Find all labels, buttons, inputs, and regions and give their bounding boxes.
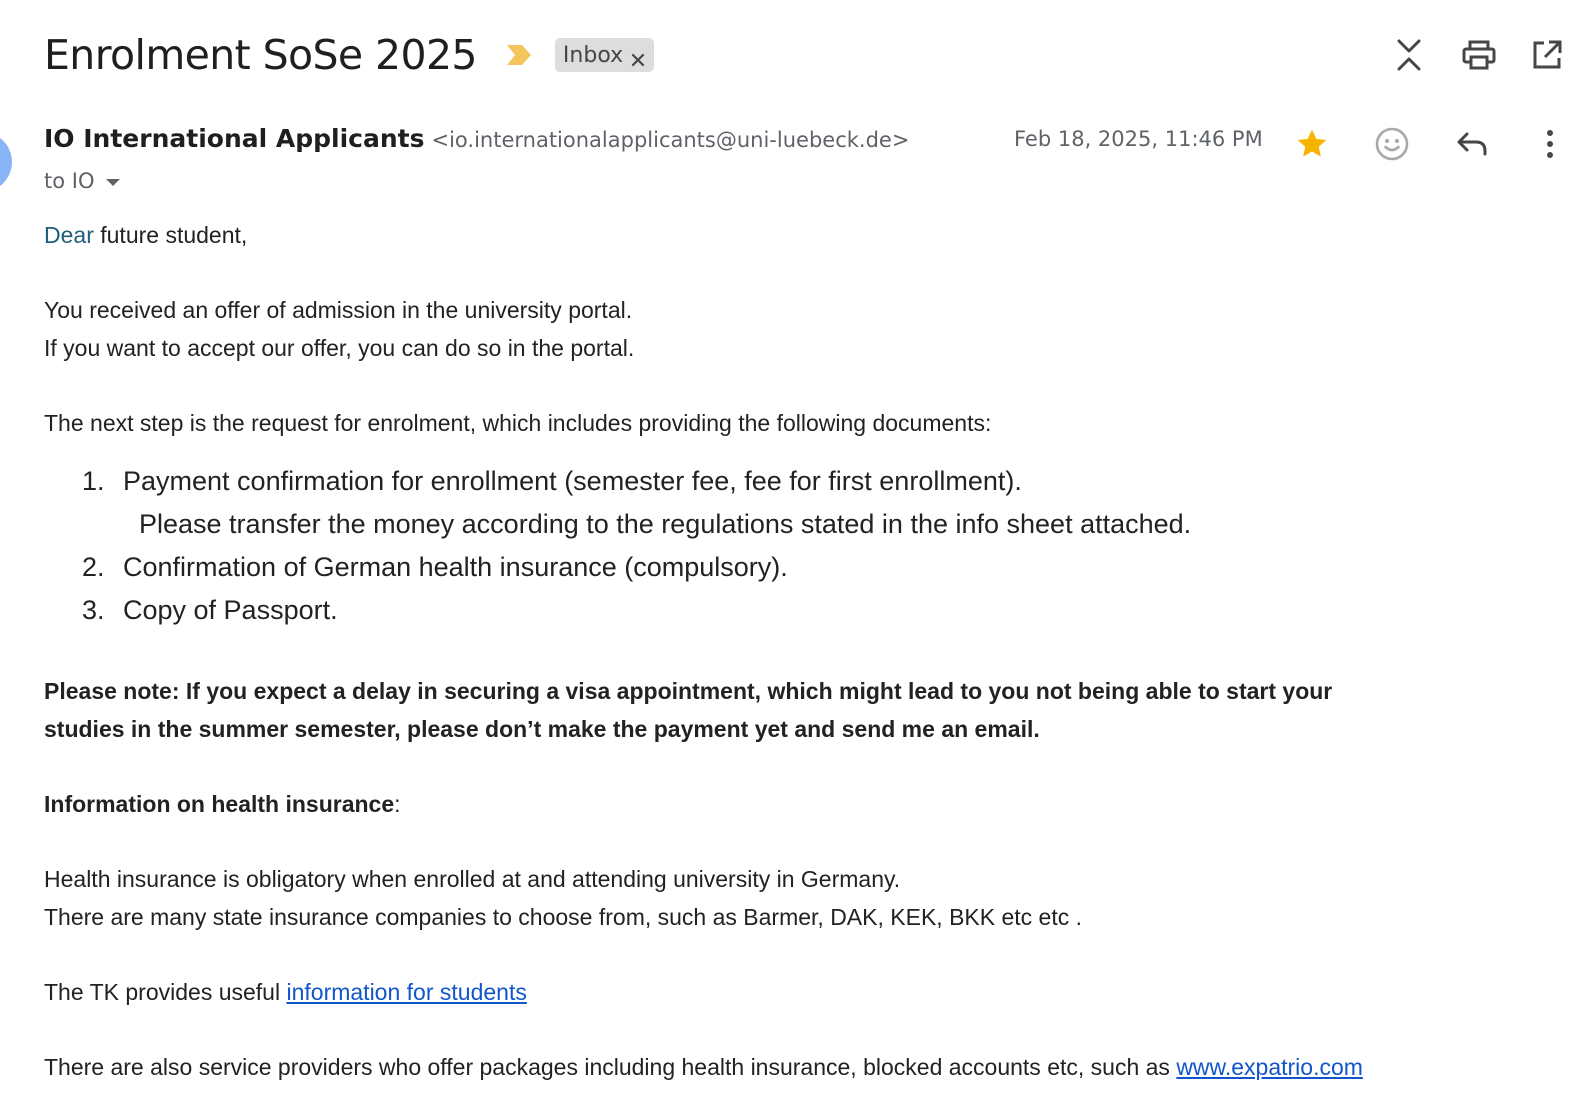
collapse-icon	[1395, 37, 1423, 73]
subject-row	[44, 28, 654, 82]
list-item-text: Copy of Passport.	[123, 595, 338, 625]
sender-row	[44, 124, 909, 160]
document-list	[44, 460, 1586, 632]
note-line1: Please note: If you expect a delay in securing a visa appointment, which might lead to you not being able to start your	[44, 678, 1333, 704]
health-heading-row	[44, 785, 1586, 823]
label-chip-inbox	[555, 38, 654, 72]
tk-text: The TK provides useful	[44, 979, 287, 1005]
recipients-text: to IO	[44, 169, 95, 193]
emoji-icon	[1374, 126, 1410, 162]
star-button[interactable]	[1292, 124, 1332, 164]
health-heading: Information on health insurance	[44, 791, 395, 817]
list-item-number: 3.	[82, 595, 105, 625]
providers-paragraph	[44, 1048, 1586, 1086]
close-icon[interactable]	[631, 48, 645, 62]
label-chip-text: Inbox	[562, 42, 624, 68]
importance-marker-icon[interactable]	[505, 43, 533, 67]
list-item-subtext: Please transfer the money according to the regulations stated in the info sheet attached.	[139, 509, 1192, 539]
health-heading-colon: :	[394, 791, 401, 817]
list-item-number: 1.	[82, 466, 105, 496]
list-item-number: 2.	[82, 552, 105, 582]
list-item-text: Confirmation of German health insurance (compulsory).	[123, 552, 788, 582]
recipients-row	[44, 166, 122, 196]
print-icon	[1462, 40, 1496, 70]
note-line2: studies in the summer semester, please don’t make the payment yet and send me an email.	[44, 716, 1040, 742]
list-item-text: Payment confirmation for enrollment (semester fee, fee for first enrollment).	[123, 466, 1022, 496]
add-reaction-button[interactable]	[1372, 124, 1412, 164]
sender-name[interactable]: IO International Applicants	[44, 124, 425, 153]
email-date: Feb 18, 2025, 11:46 PM	[1014, 127, 1263, 151]
avatar	[0, 132, 12, 192]
email-subject: Enrolment SoSe 2025	[44, 31, 477, 79]
open-in-new-icon	[1530, 38, 1564, 72]
list-item	[44, 460, 1586, 546]
health-line2: There are many state insurance companies to choose from, such as Barmer, DAK, KEK, BKK etc etc .	[44, 904, 1083, 930]
chevron-down-icon[interactable]	[104, 172, 122, 190]
list-item	[44, 546, 1586, 589]
tk-paragraph	[44, 973, 1586, 1011]
sender-email: <io.internationalapplicants@uni-luebeck.de>	[431, 128, 910, 152]
greeting-rest: future student,	[93, 222, 248, 248]
paragraph-offer-line1: You received an offer of admission in the university portal.	[44, 297, 633, 323]
paragraph-next-step: The next step is the request for enrolment, which includes providing the following documents:	[44, 410, 992, 436]
paragraph-offer-line2: If you want to accept our offer, you can do so in the portal.	[44, 335, 635, 361]
expatrio-link[interactable]: www.expatrio.com	[1176, 1054, 1363, 1080]
tk-students-link[interactable]: information for students	[286, 979, 527, 1005]
providers-text: There are also service providers who offer packages including health insurance, blocked accounts etc, such as	[44, 1054, 1177, 1080]
reply-button[interactable]	[1452, 124, 1492, 164]
print-button[interactable]	[1458, 34, 1500, 76]
more-icon	[1545, 129, 1555, 159]
collapse-all-button[interactable]	[1388, 34, 1430, 76]
open-in-new-window-button[interactable]	[1530, 34, 1572, 76]
more-options-button[interactable]	[1530, 124, 1570, 164]
star-icon	[1294, 126, 1330, 162]
email-body	[44, 216, 1586, 1086]
greeting-dear: Dear	[44, 222, 94, 248]
reply-icon	[1455, 129, 1489, 159]
health-line1: Health insurance is obligatory when enrolled at and attending university in Germany.	[44, 866, 901, 892]
greeting	[44, 216, 1586, 254]
list-item	[44, 589, 1586, 632]
